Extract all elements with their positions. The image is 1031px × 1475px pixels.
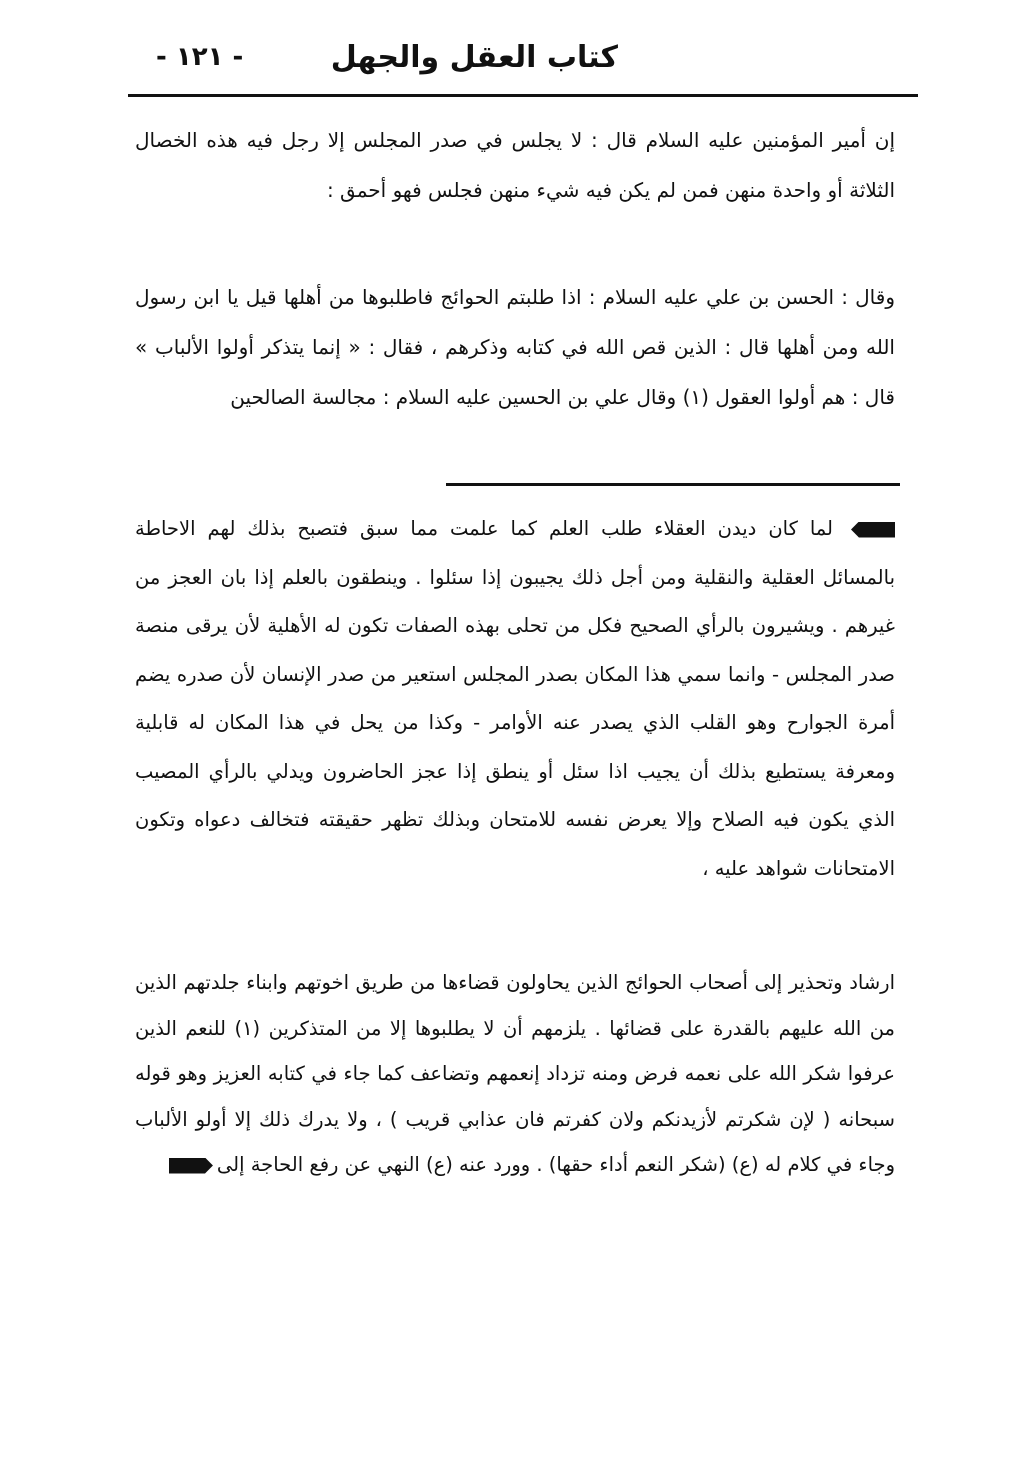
page-header (128, 30, 918, 97)
hadith-paragraph-2: وقال : الحسن بن علي عليه السلام : اذا طلبتم الحوائج فاطلبوها من أهلها قيل يا ابن رسول الله ومن أهلها قال : الذين قص الله في كتابه وذكرهم ، فقال : « إنما يتذكر أولوا الألباب » قال : هم أولوا العقول (١) وقال علي بن الحسين عليه السلام : مجالسة الصالحين (135, 285, 895, 409)
commentary-text-1: لما كان ديدن العقلاء طلب العلم كما علمت مما سبق فتصبح بذلك لهم الاحاطة بالمسائل العقلية والنقلية ومن أجل ذلك يجيبون إذا سئلوا . وينطقون بالعلم إذا بان العجز من غيرهم . ويشيرون بالرأي الصحيح فكل من تحلى بهذه الصفات تكون له الأهلية لأن يرقى منصة صدر المجلس - وانما سمي هذا المكان بصدر المجلس استعير من صدر الإنسان لأن صدره يضم أمرة الجوارح وهو القلب الذي يصدر عنه الأوامر - وكذا من يحل في هذا المكان له قابلية ومعرفة يستطيع بذلك أن يجيب اذا سئل أو ينطق إذا عجز الحاضرون ويدلي بالرأي المصيب الذي يكون فيه الصلاح وإلا يعرض نفسه للامتحان وبذلك تظهر حقيقته فتخالف دعواه وتكون الامتحانات شواهد عليه ، (135, 517, 895, 880)
page-number: - ١٢١ - (156, 42, 244, 72)
running-title: كتاب العقل والجهل (330, 40, 618, 75)
commentary-separator (446, 483, 900, 486)
commentary-start-marker-icon (851, 522, 895, 538)
hadith-paragraph-1: إن أمير المؤمنين عليه السلام قال : لا يجلس في صدر المجلس إلا رجل فيه هذه الخصال الثلاثة أو واحدة منهن فمن لم يكن فيه شيء منهن فجلس فهو أحمق : (135, 128, 895, 202)
commentary-text-2: ارشاد وتحذير إلى أصحاب الحوائج الذين يحاولون قضاءها من طريق اخوتهم وابناء جلدتهم الذين من الله عليهم بالقدرة على قضائها . يلزمهم أن لا يطلبوها إلا من المتذكرين (١) للنعم الذين عرفوا شكر الله على نعمه فرض ومنه تزداد إنعمهم وتضاعف كما جاء في كتابه العزيز وهو قوله سبحانه ( لإن شكرتم لأزيدنكم ولان كفرتم فان عذابي قريب ) ، ولا يدرك ذلك إلا أولو الألباب وجاء في كلام له (ع) (شكر النعم أداء حقها) . وورد عنه (ع) النهي عن رفع الحاجة إلى (135, 971, 895, 1176)
commentary-paragraph-2 (135, 960, 895, 1188)
commentary-end-marker-icon (169, 1158, 213, 1174)
commentary-paragraph-1 (135, 505, 895, 893)
